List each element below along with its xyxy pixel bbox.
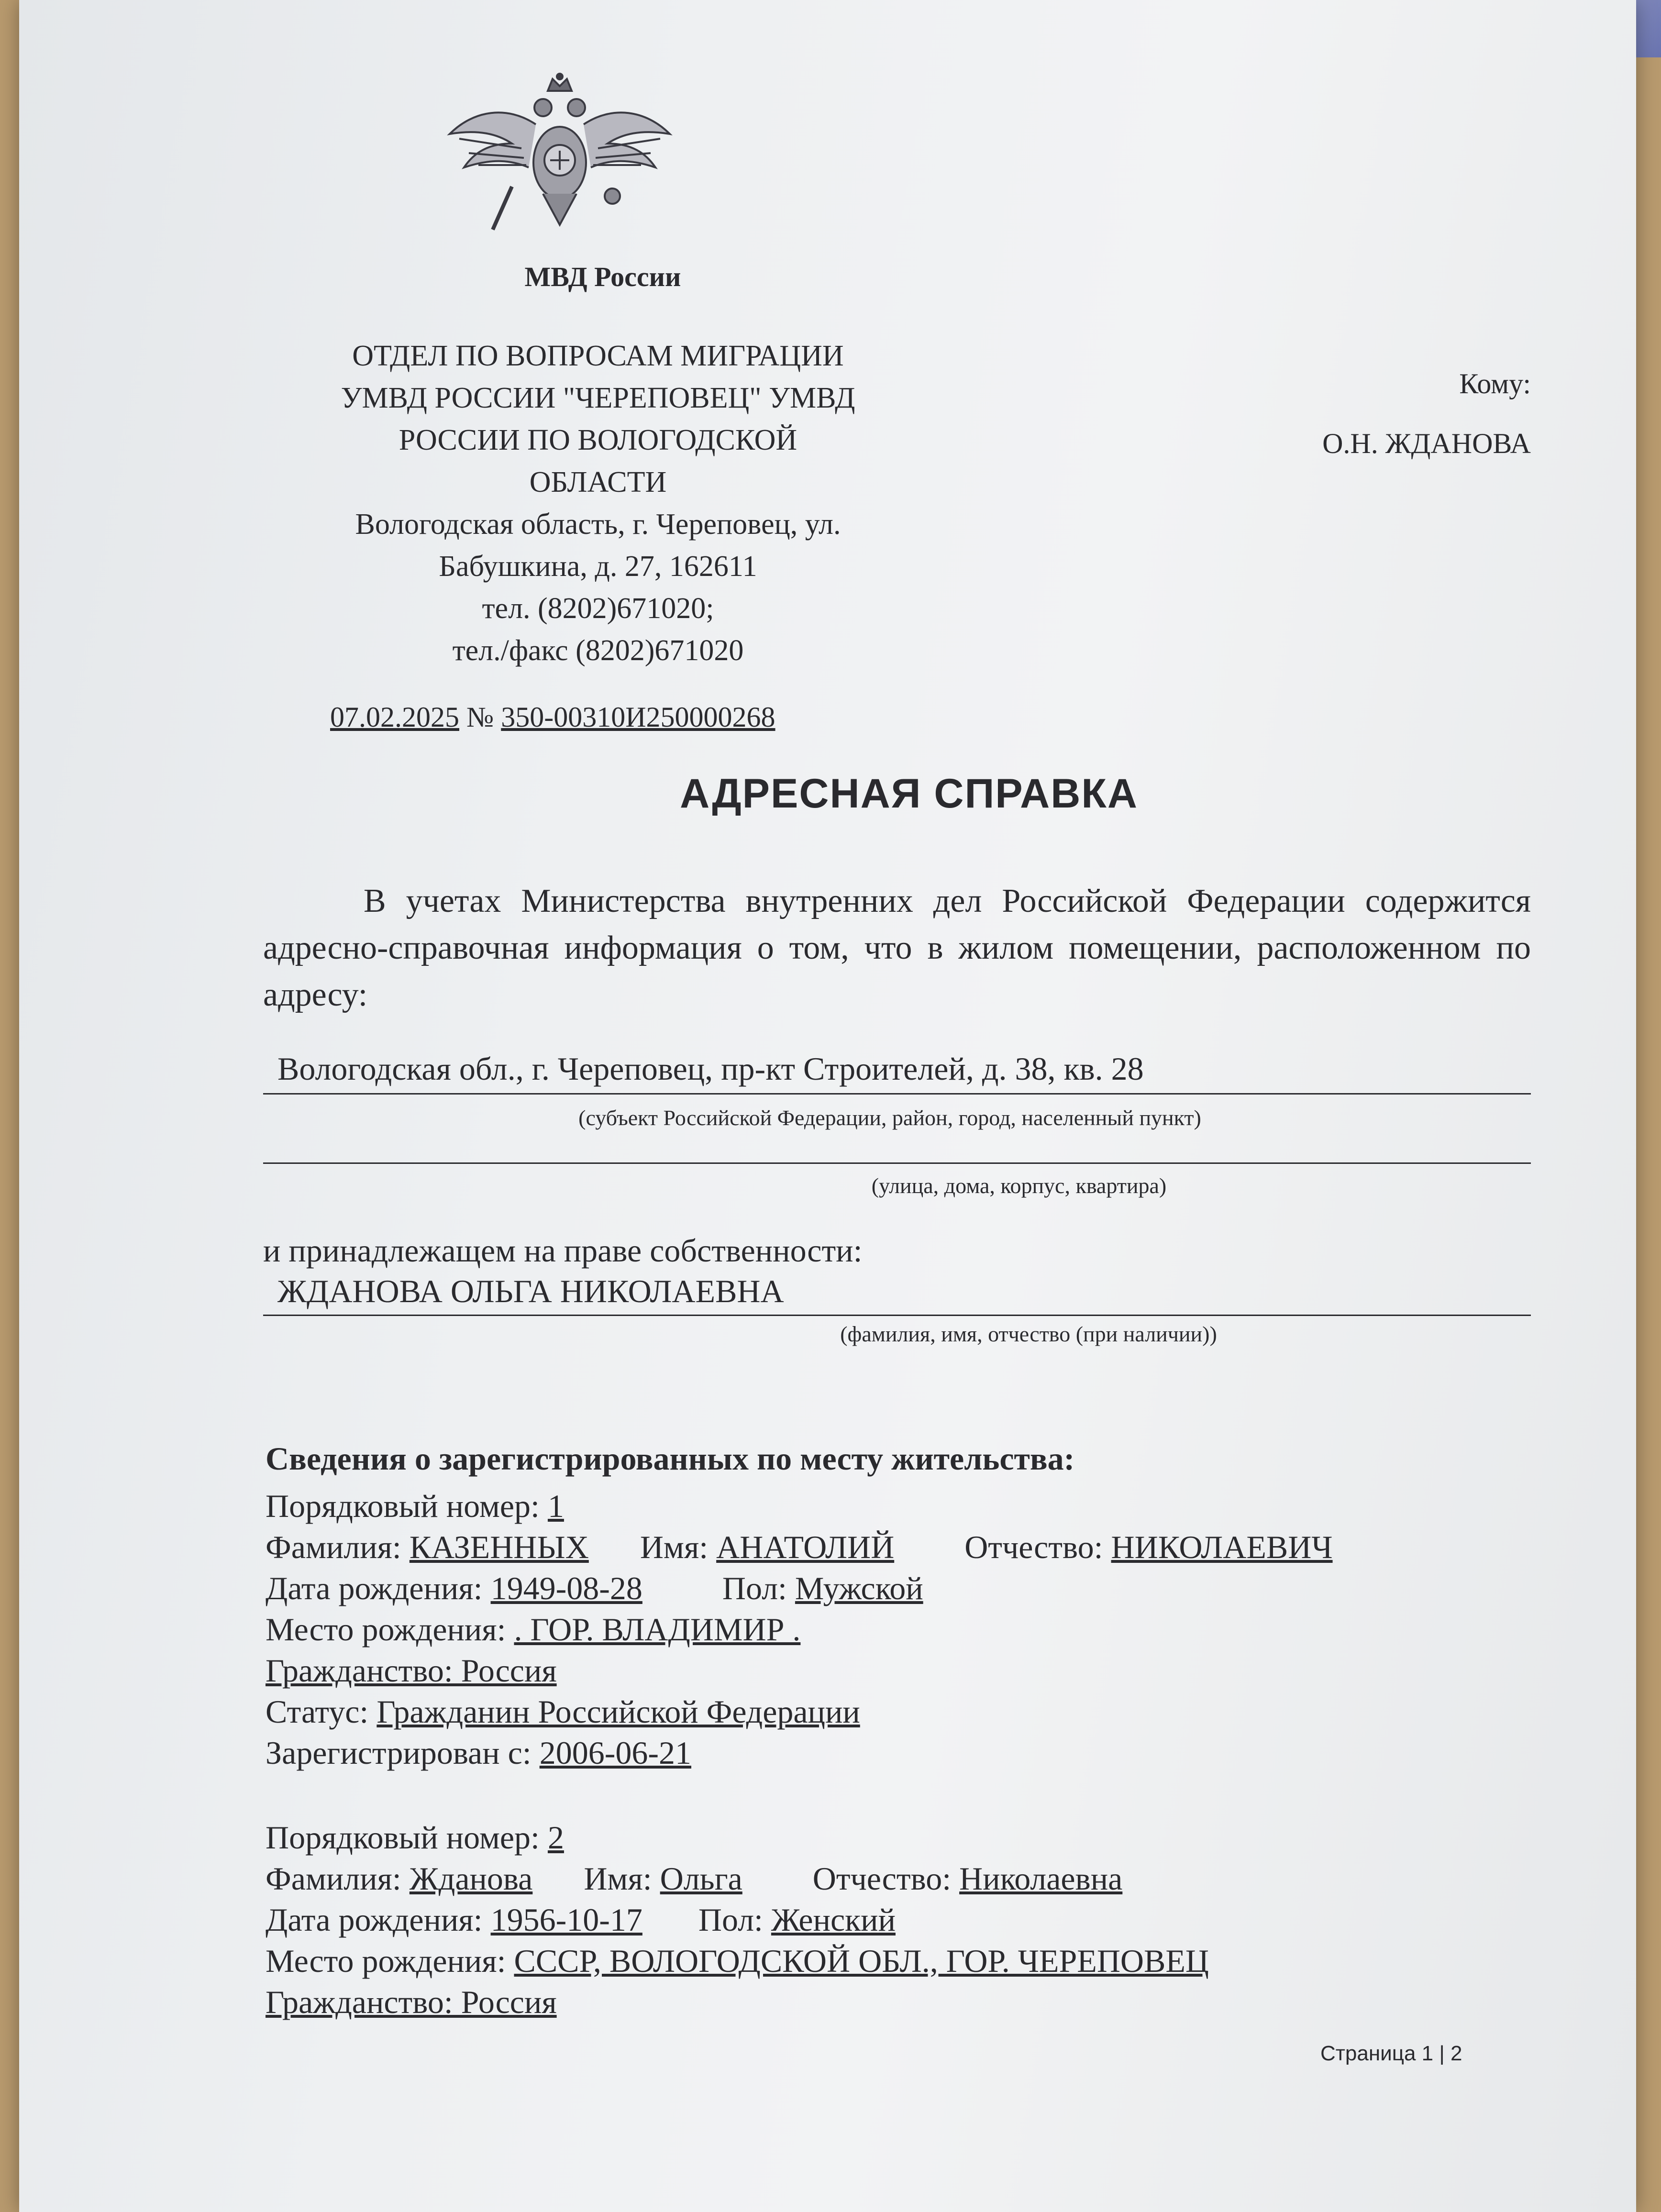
registration-line — [330, 701, 775, 734]
recipient-name: О.Н. ЖДАНОВА — [1322, 428, 1531, 459]
registered-section-title: Сведения о зарегистрированных по месту жительства: — [266, 1440, 1075, 1477]
recipient-label: Кому: — [1459, 368, 1531, 399]
intro-text: В учетах Министерства внутренних дел Российской Федерации содержится адресно-справочная информация о том, что в жилом помещении, расположенном по адресу: — [263, 883, 1531, 1013]
department-line: ОБЛАСТИ — [529, 466, 667, 498]
owner-caption: (фамилия, имя, отчество (при наличии)) — [840, 1322, 1217, 1346]
ministry-name: МВД России — [524, 261, 681, 292]
intro-paragraph — [263, 878, 1531, 1018]
person-registered-since: 2006-06-21 — [539, 1735, 691, 1771]
department-line: ОТДЕЛ ПО ВОПРОСАМ МИГРАЦИИ — [352, 340, 844, 372]
person-citizenship: Гражданство: Россия — [266, 1652, 557, 1689]
person-birth-place: СССР, ВОЛОГОДСКОЙ ОБЛ., ГОР. ЧЕРЕПОВЕЦ — [514, 1943, 1209, 1979]
number-sign: № — [466, 701, 494, 733]
person-surname: КАЗЕННЫХ — [409, 1529, 589, 1565]
department-phone: тел. (8202)671020; — [482, 592, 714, 625]
birth-place-label: Место рождения: — [266, 1943, 506, 1979]
address-field — [263, 1050, 1531, 1095]
mvd-double-headed-eagle-icon — [440, 72, 679, 244]
person-surname: Жданова — [409, 1860, 533, 1897]
surname-label: Фамилия: — [266, 1529, 401, 1565]
recipient-block — [1244, 354, 1531, 474]
department-line: УМВД РОССИИ "ЧЕРЕПОВЕЦ" УМВД — [341, 382, 855, 414]
status-label: Статус: — [266, 1693, 369, 1730]
name-label: Имя: — [640, 1529, 709, 1565]
patronymic-label: Отчество: — [964, 1529, 1103, 1565]
number-label: Порядковый номер: — [266, 1819, 540, 1856]
person-sex: Женский — [771, 1902, 896, 1938]
document-date: 07.02.2025 — [330, 701, 459, 733]
sex-label: Пол: — [698, 1902, 763, 1938]
owner-name: ЖДАНОВА ОЛЬГА НИКОЛАЕВНА — [277, 1273, 784, 1309]
person-name: Ольга — [660, 1860, 742, 1897]
person-birth-date: 1956-10-17 — [490, 1902, 642, 1938]
document-number: 350-00310И250000268 — [501, 701, 775, 733]
person-name: АНАТОЛИЙ — [716, 1529, 895, 1565]
department-address-line: Вологодская область, г. Череповец, ул. — [355, 508, 841, 541]
person-patronymic: НИКОЛАЕВИЧ — [1111, 1529, 1333, 1565]
person-status: Гражданин Российской Федерации — [376, 1693, 860, 1730]
street-field — [263, 1119, 1531, 1164]
department-block — [287, 335, 909, 672]
address-region-caption: (субъект Российской Федерации, район, город, населенный пункт) — [578, 1106, 1201, 1130]
birth-date-label: Дата рождения: — [266, 1570, 483, 1606]
birth-date-label: Дата рождения: — [266, 1902, 483, 1938]
person-citizenship: Гражданство: Россия — [266, 1984, 557, 2020]
surname-label: Фамилия: — [266, 1860, 401, 1897]
department-fax: тел./факс (8202)671020 — [452, 634, 744, 667]
registered-since-label: Зарегистрирован с: — [266, 1735, 532, 1771]
person-sex: Мужской — [795, 1570, 923, 1606]
person-birth-date: 1949-08-28 — [490, 1570, 642, 1606]
person-birth-place: . ГОР. ВЛАДИМИР . — [514, 1611, 801, 1648]
document-page — [19, 0, 1636, 2212]
person-number: 2 — [547, 1819, 564, 1856]
number-label: Порядковый номер: — [266, 1488, 540, 1524]
address-value: Вологодская обл., г. Череповец, пр-кт Строителей, д. 38, кв. 28 — [277, 1051, 1144, 1087]
patronymic-label: Отчество: — [812, 1860, 952, 1897]
owner-field — [263, 1272, 1531, 1316]
page-number: Страница 1 | 2 — [1320, 2042, 1462, 2065]
person-number: 1 — [547, 1488, 564, 1524]
sex-label: Пол: — [722, 1570, 787, 1606]
document-title: АДРЕСНАЯ СПРАВКА — [680, 771, 1138, 817]
address-street-caption: (улица, дома, корпус, квартира) — [871, 1173, 1167, 1198]
owner-intro: и принадлежащем на праве собственности: — [263, 1232, 863, 1269]
department-line: РОССИИ ПО ВОЛОГОДСКОЙ — [399, 424, 797, 456]
department-address-line: Бабушкина, д. 27, 162611 — [439, 550, 757, 583]
person-patronymic: Николаевна — [959, 1860, 1123, 1897]
birth-place-label: Место рождения: — [266, 1611, 506, 1648]
registered-person-2 — [266, 1817, 1557, 2023]
name-label: Имя: — [584, 1860, 652, 1897]
registered-person-1 — [266, 1485, 1557, 1773]
